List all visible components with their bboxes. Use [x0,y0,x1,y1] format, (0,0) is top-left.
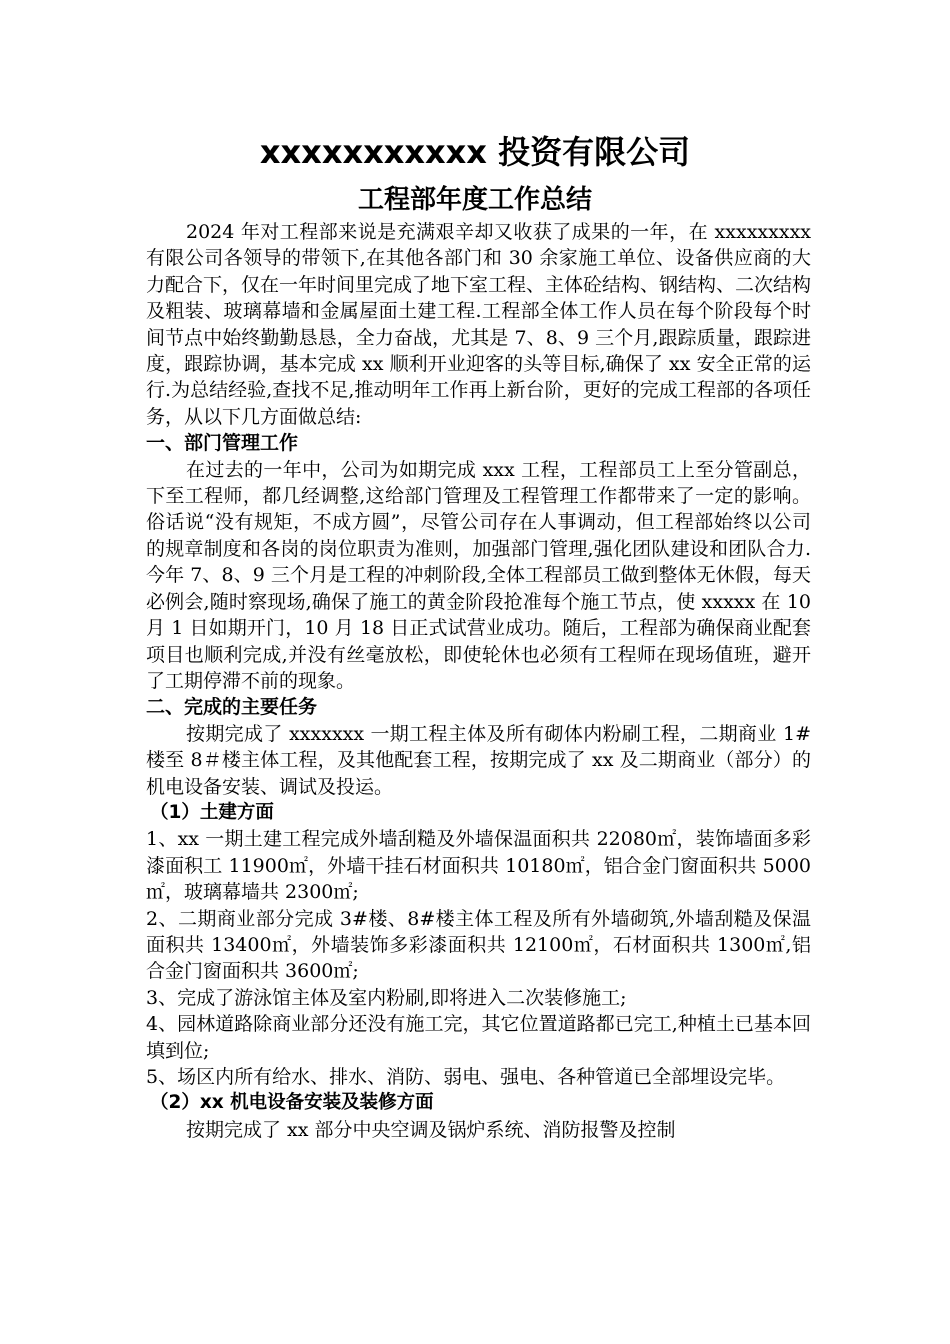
company-title: xxxxxxxxxxx 投资有限公司 [259,133,691,171]
civil-item-5: 5、场区内所有给水、排水、消防、弱电、强电、各种管道已全部埋设完毕。 [146,1066,786,1088]
section-1-heading: 一、部门管理工作 [146,432,299,455]
section-2-paragraph: 按期完成了 xxxxxxx 一期工程主体及所有砌体内粉刷工程，二期商业 1#楼至 8＃楼主体工程，及其他配套工程，按期完成了 xx 及二期商业（部分）的机电设备安装、调试及投运。 [146,722,811,798]
civil-item-4: 4、园林道路除商业部分还没有施工完，其它位置道路都已完工,种植土已基本回填到位; [146,1013,811,1062]
section-2-heading: 二、完成的主要任务 [146,696,318,719]
document-body [146,219,811,1143]
section-1-paragraph: 在过去的一年中，公司为如期完成 xxx 工程，工程部员工上至分管副总，下至工程师，都几经调整,这给部门管理及工程管理工作都带来了一定的影响。俗话说“没有规矩，不成方圆”，尽管公司存在人事调动，但工程部始终以公司的规章制度和各岗的岗位职责为准则，加强部门管理,强化团队建设和团队合力.今年 7、8、9 三个月是工程的冲刺阶段,全体工程部员工做到整体无休假，每天必例会,随时察现场,确保了施工的黄金阶段抢准每个施工节点，使 xxxxx 在 10 月 1 日如期开门，10 月 18 日正式试营业成功。随后，工程部为确保商业配套项目也顺利完成,并没有丝毫放松，即使轮休也必须有工程师在现场值班，避开了工期停滞不前的现象。 [146,458,811,692]
civil-item-2: 2、二期商业部分完成 3#楼、8#楼主体工程及所有外墙砌筑,外墙刮糙及保温面积共 13400㎡，外墙装饰多彩漆面积共 12100㎡，石材面积共 1300㎡,铝合金门窗面积共 3600㎡; [146,907,811,983]
subsection-civil-heading: （1）土建方面 [150,801,274,823]
subsection-mep-heading: （2）xx 机电设备安装及装修方面 [150,1092,434,1114]
civil-item-1: 1、xx 一期土建工程完成外墙刮糙及外墙保温面积共 22080㎡，装饰墙面多彩漆面积工 11900㎡，外墙干挂石材面积共 10180㎡，铝合金门窗面积共 5000㎡，玻璃幕墙共 2300㎡; [146,828,811,904]
intro-paragraph: 2024 年对工程部来说是充满艰辛却又收获了成果的一年，在 xxxxxxxxx 有限公司各领导的带领下,在其他各部门和 30 余家施工单位、设备供应商的大力配合下，仅在一年时间里完成了地下室工程、主体砼结构、钢结构、二次结构及粗装、玻璃幕墙和金属屋面土建工程.工程部全体工作人员在每个阶段每个时间节点中始终勤勤恳恳，全力奋战，尤其是 7、8、9 三个月,跟踪质量，跟踪进度，跟踪协调，基本完成 xx 顺利开业迎客的头等目标,确保了 xx 安全正常的运行.为总结经验,查找不足,推动明年工作再上新台阶，更好的完成工程部的各项任务，从以下几方面做总结: [146,221,812,428]
report-title: 工程部年度工作总结 [357,185,592,215]
civil-item-3: 3、完成了游泳馆主体及室内粉刷,即将进入二次装修施工; [146,986,627,1009]
mep-paragraph: 按期完成了 xx 部分中央空调及锅炉系统、消防报警及控制 [186,1118,676,1141]
